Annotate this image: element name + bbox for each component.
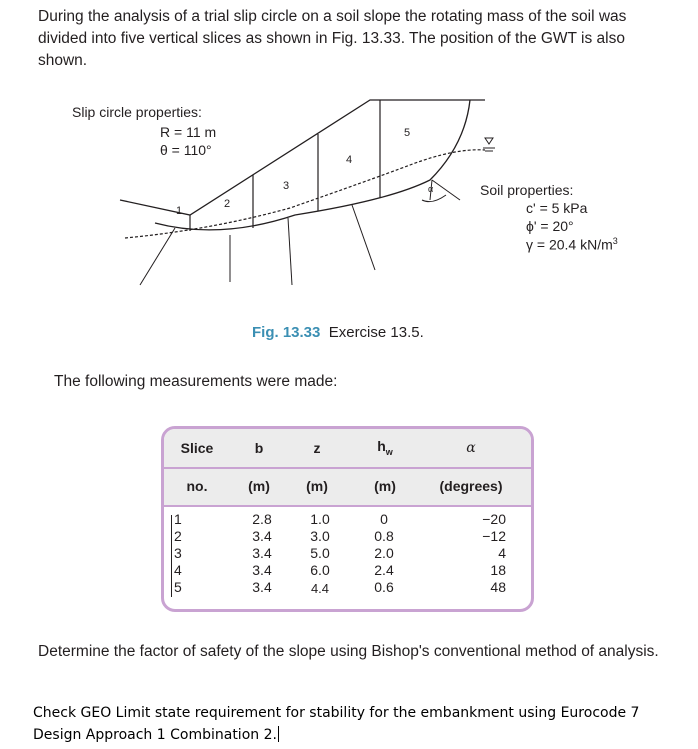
slice-label-5: 5 bbox=[404, 127, 411, 139]
slope-figure bbox=[60, 90, 660, 350]
question-text: Determine the factor of safety of the slope using Bishop's conventional method of analysis. bbox=[38, 643, 659, 660]
header-alpha: α bbox=[466, 440, 476, 456]
water-table-symbol bbox=[485, 138, 493, 144]
unit-b: (m) bbox=[248, 478, 270, 494]
slice-label-3: 3 bbox=[283, 180, 290, 192]
col-hw: 0 0.8 2.0 2.4 0.6 bbox=[374, 511, 394, 595]
alpha-label: α bbox=[428, 184, 434, 194]
normal-line bbox=[432, 180, 460, 200]
normal-line bbox=[140, 228, 175, 285]
header-slice: Slice bbox=[180, 440, 214, 456]
unit-alpha: (degrees) bbox=[439, 478, 503, 494]
unit-slice: no. bbox=[186, 478, 208, 494]
row-rule bbox=[171, 515, 172, 597]
normal-line bbox=[352, 205, 375, 270]
soil-props-title: Soil properties: bbox=[480, 182, 574, 198]
slip-angle: θ = 110° bbox=[160, 142, 212, 158]
slice-label-4: 4 bbox=[346, 154, 353, 166]
unit-z: (m) bbox=[306, 478, 328, 494]
soil-unit-weight: γ = 20.4 $kN/m^3$ bbox=[526, 236, 618, 253]
slip-radius: R = 11 m bbox=[160, 124, 217, 140]
text-caret bbox=[278, 726, 279, 742]
header-b: b bbox=[254, 440, 264, 456]
header-hw: $h_w$ bbox=[377, 438, 393, 457]
normal-line bbox=[288, 218, 292, 285]
col-alpha: −20 −12 4 18 48 bbox=[482, 511, 506, 595]
check-text[interactable]: Check GEO Limit state requirement for stability for the embankment using Eurocode 7 Design Approach 1 Combination 2. bbox=[33, 705, 640, 743]
slip-props-title: Slip circle properties: bbox=[72, 104, 202, 120]
col-z: 1.0 3.0 5.0 6.0 4.4 bbox=[310, 511, 330, 596]
col-b: 2.8 3.4 3.4 3.4 3.4 bbox=[252, 511, 272, 595]
soil-cohesion: c' = 5 kPa bbox=[526, 200, 588, 216]
slice-label-2: 2 bbox=[224, 198, 231, 210]
col-slice: 1 2 3 4 5 bbox=[174, 511, 182, 595]
header-z: z bbox=[313, 440, 321, 456]
slice-label-1: 1 bbox=[176, 205, 183, 217]
measure-intro: The following measurements were made: bbox=[54, 373, 338, 390]
figure-caption: Fig. 13.33 Exercise 13.5. bbox=[252, 324, 424, 341]
soil-friction: ϕ' = 20° bbox=[526, 218, 574, 234]
unit-hw: (m) bbox=[374, 478, 396, 494]
problem-statement: During the analysis of a trial slip circle on a soil slope the rotating mass of the soil was divided into five vertical slices as shown in Fig. 13.33. The position of the GWT is also shown. bbox=[38, 8, 627, 69]
slip-circle-arc bbox=[155, 100, 470, 230]
measurement-table bbox=[161, 426, 534, 612]
